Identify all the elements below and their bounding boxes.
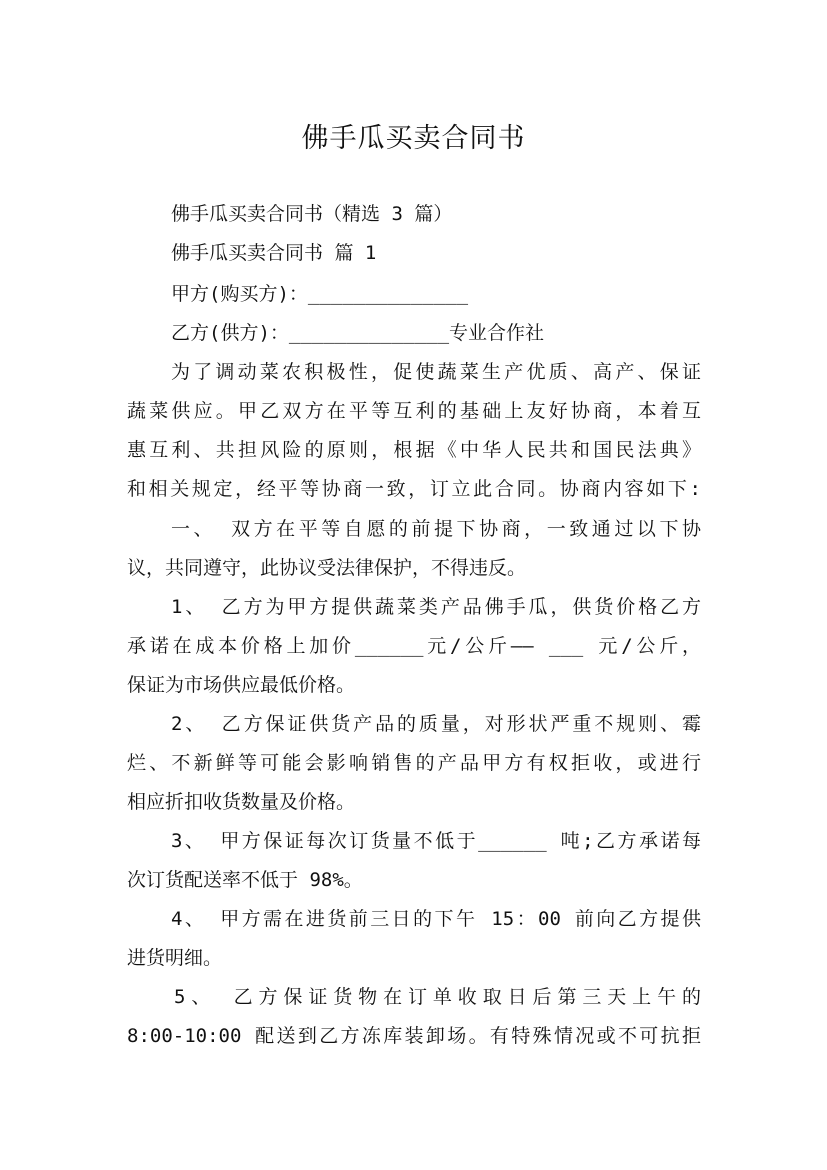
clause-line: 保证为市场供应最低价格。: [127, 674, 356, 696]
document-title: 佛手瓜买卖合同书: [301, 123, 526, 155]
body-line: 惠互利、共担风险的原则，根据《中华人民共和国民法典》: [127, 439, 701, 461]
clause-line: 4、 甲方需在进货前三日的下午 15：00 前向乙方提供: [171, 908, 701, 930]
clause-line: 1、 乙方为甲方提供蔬菜类产品佛手瓜，供货价格乙方: [171, 596, 701, 618]
section-heading: 佛手瓜买卖合同书 篇 1: [171, 242, 377, 264]
clause-line: 2、 乙方保证供货产品的质量，对形状严重不规则、霉: [171, 713, 701, 735]
party-b-line: 乙方(供方)：______________专业合作社: [171, 322, 545, 344]
subtitle-line: 佛手瓜买卖合同书（精选 3 篇）: [171, 203, 453, 225]
clause-line: 5、 乙方保证货物在订单收取日后第三天上午的: [174, 986, 701, 1008]
clause-line: 烂、不新鲜等可能会影响销售的产品甲方有权拒收，或进行: [127, 752, 701, 774]
body-line: 蔬菜供应。甲乙双方在平等互利的基础上友好协商，本着互: [127, 400, 701, 422]
clause-line: 承诺在成本价格上加价______元/公斤—— ___ 元/公斤，: [127, 635, 701, 657]
clause-line: 8:00-10:00 配送到乙方冻库装卸场。有特殊情况或不可抗拒: [127, 1025, 701, 1047]
clause-line: 进货明细。: [127, 947, 223, 969]
clause-line: 相应折扣收货数量及价格。: [127, 791, 356, 813]
body-line: 为了调动菜农积极性，促使蔬菜生产优质、高产、保证: [171, 361, 701, 383]
body-line: 和相关规定，经平等协商一致，订立此合同。协商内容如下:: [127, 478, 701, 500]
clause-line: 次订货配送率不低于 98%。: [127, 869, 363, 891]
clause-line: 3、 甲方保证每次订货量不低于______ 吨;乙方承诺每: [171, 830, 701, 852]
clause-line: 一、 双方在平等自愿的前提下协商，一致通过以下协: [171, 518, 701, 540]
clause-line: 议，共同遵守，此协议受法律保护，不得违反。: [127, 557, 527, 579]
party-a-line: 甲方(购买方)：______________: [171, 283, 469, 305]
